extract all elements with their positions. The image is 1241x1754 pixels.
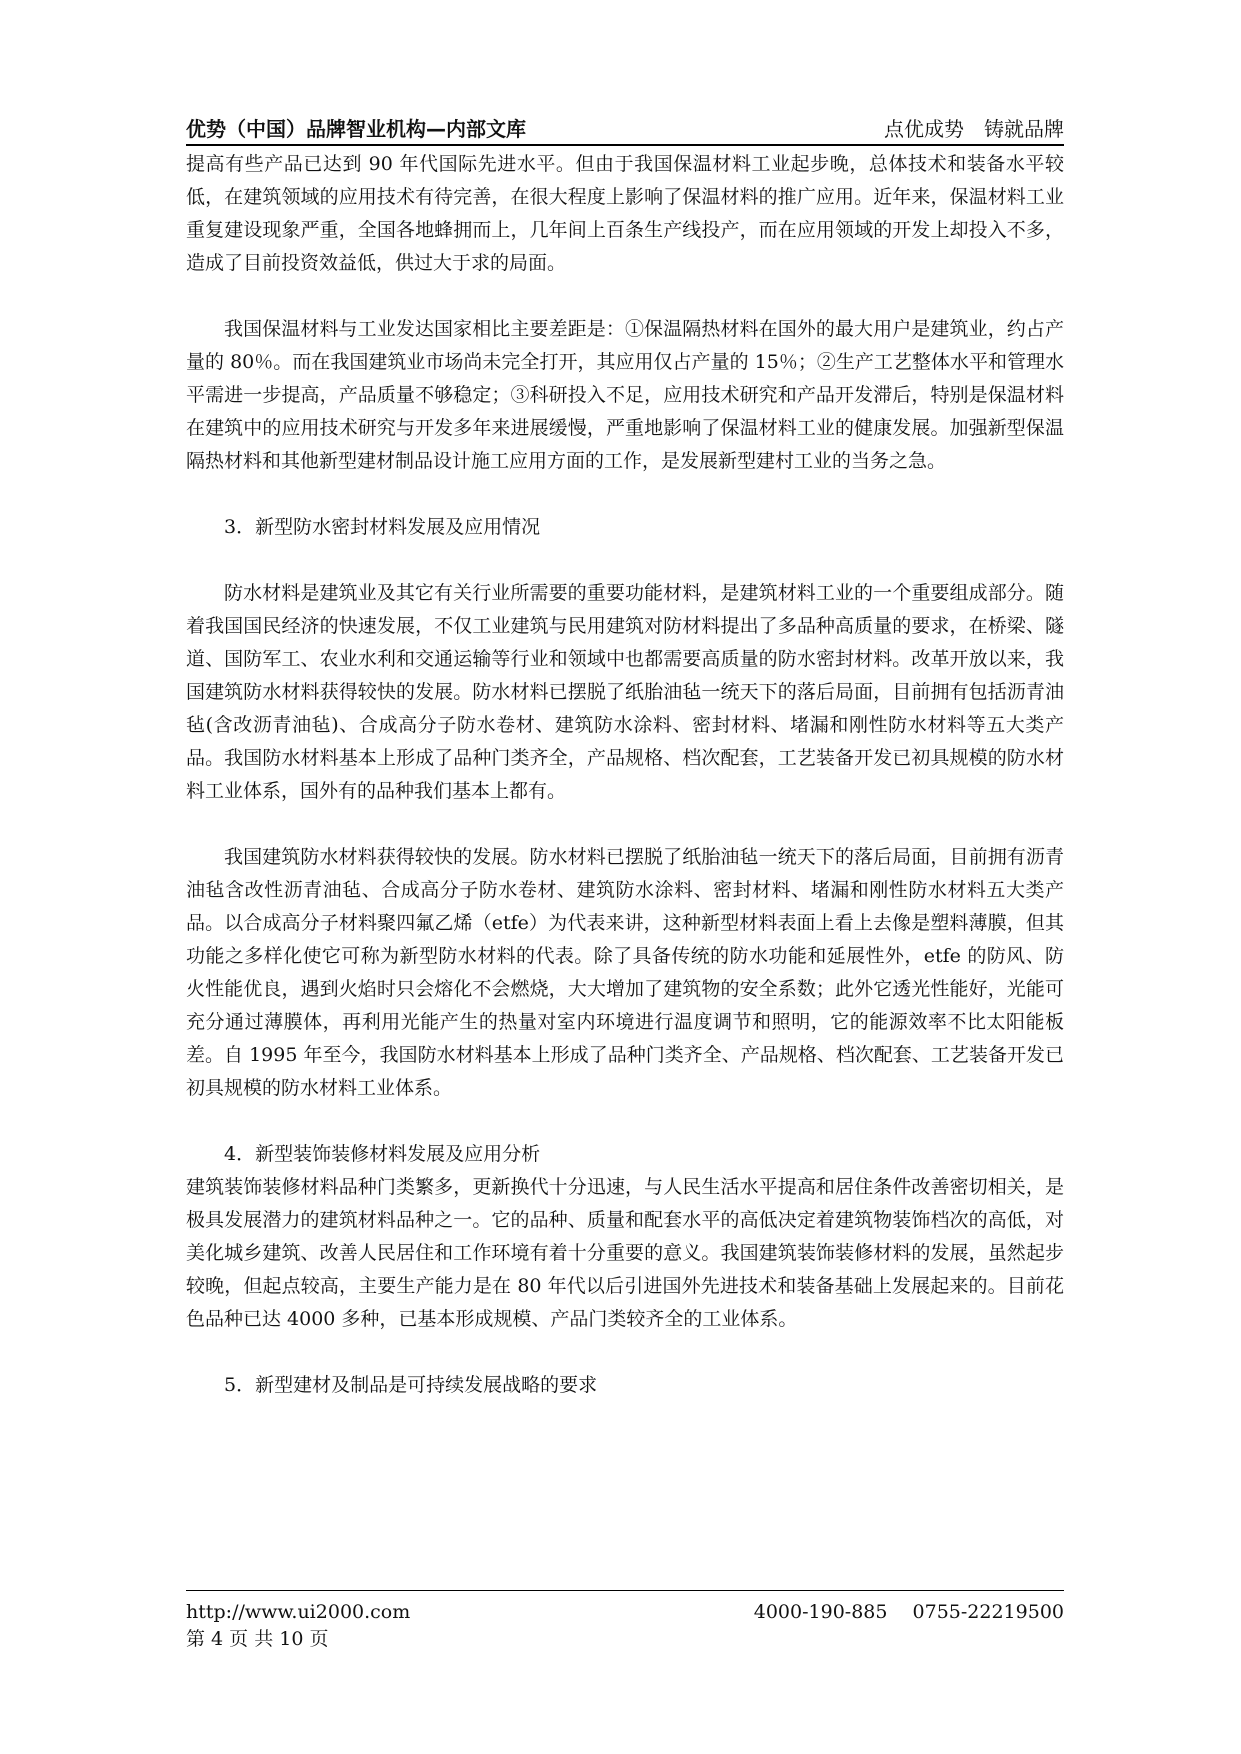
paragraph-gap xyxy=(186,544,1064,577)
paragraph-gap xyxy=(186,1336,1064,1369)
paragraph-gap xyxy=(186,808,1064,841)
paragraph-waterproof-overview: 防水材料是建筑业及其它有关行业所需要的重要功能材料，是建筑材料工业的一个重要组成部分。随着我国国民经济的快速发展，不仅工业建筑与民用建筑对防材料提出了多品种高质量的要求，在桥梁、隧道、国防军工、农业水利和交通运输等行业和领域中也都需要高质量的防水密封材料。改革开放以来，我国建筑防水材料获得较快的发展。防水材料已摆脱了纸胎油毡一统天下的落后局面，目前拥有包括沥青油毡(含改沥青油毡)、合成高分子防水卷材、建筑防水涂料、密封材料、堵漏和刚性防水材料等五大类产品。我国防水材料基本上形成了品种门类齐全，产品规格、档次配套，工艺装备开发已初具规模的防水材料工业体系，国外有的品种我们基本上都有。 xyxy=(186,582,1064,802)
paragraph-decoration-materials: 建筑装饰装修材料品种门类繁多，更新换代十分迅速，与人民生活水平提高和居住条件改善密切相关，是极具发展潜力的建筑材料品种之一。它的品种、质量和配套水平的高低决定着建筑物装饰档次的高低，对美化城乡建筑、改善人民居住和工作环境有着十分重要的意义。我国建筑装饰装修材料的发展，虽然起步较晚，但起点较高，主要生产能力是在 80 年代以后引进国外先进技术和装备基础上发展起来的。目前花色品种已达 4000 多种，已基本形成规模、产品门类较齐全的工业体系。 xyxy=(186,1176,1064,1330)
section-heading-4: 4．新型装饰装修材料发展及应用分析 xyxy=(224,1143,541,1165)
document-body xyxy=(186,148,1064,1402)
section-heading-3: 3．新型防水密封材料发展及应用情况 xyxy=(224,516,541,538)
page-footer xyxy=(186,1590,1064,1653)
page-header xyxy=(186,114,1064,146)
paragraph-insulation-gap: 我国保温材料与工业发达国家相比主要差距是：①保温隔热材料在国外的最大用户是建筑业，约占产量的 80％。而在我国建筑业市场尚未完全打开，其应用仅占产量的 15％；②生产工艺整体水平和管理水平需进一步提高，产品质量不够稳定；③科研投入不足，应用技术研究和产品开发滞后，特别是保温材料在建筑中的应用技术研究与开发多年来进展缓慢，严重地影响了保温材料工业的健康发展。加强新型保温隔热材料和其他新型建材制品设计施工应用方面的工作，是发展新型建村工业的当务之急。 xyxy=(186,318,1064,472)
paragraph-insulation-market: 提高有些产品已达到 90 年代国际先进水平。但由于我国保温材料工业起步晚，总体技术和装备水平较低，在建筑领域的应用技术有待完善，在很大程度上影响了保温材料的推广应用。近年来，保温材料工业重复建设现象严重，全国各地蜂拥而上，几年间上百条生产线投产，而在应用领域的开发上却投入不多，造成了目前投资效益低，供过大于求的局面。 xyxy=(186,153,1064,274)
footer-phone-numbers: 4000-190-885 0755-22219500 xyxy=(753,1601,1064,1623)
footer-contact-row xyxy=(186,1599,1064,1625)
footer-page-number: 第 4 页 共 10 页 xyxy=(186,1628,329,1650)
paragraph-gap xyxy=(186,478,1064,511)
header-title: 优势（中国）品牌智业机构—内部文库 xyxy=(186,117,526,141)
section-heading-5: 5．新型建材及制品是可持续发展战略的要求 xyxy=(224,1374,598,1396)
paragraph-gap xyxy=(186,1105,1064,1138)
paragraph-gap xyxy=(186,280,1064,313)
footer-website-link[interactable]: http://www.ui2000.com xyxy=(186,1601,411,1623)
header-slogan: 点优成势 铸就品牌 xyxy=(884,117,1064,141)
paragraph-waterproof-etfe: 我国建筑防水材料获得较快的发展。防水材料已摆脱了纸胎油毡一统天下的落后局面，目前拥有沥青油毡含改性沥青油毡、合成高分子防水卷材、建筑防水涂料、密封材料、堵漏和刚性防水材料五大类产品。以合成高分子材料聚四氟乙烯（etfe）为代表来讲，这种新型材料表面上看上去像是塑料薄膜，但其功能之多样化使它可称为新型防水材料的代表。除了具备传统的防水功能和延展性外，etfe 的防风、防火性能优良，遇到火焰时只会熔化不会燃烧，大大增加了建筑物的安全系数；此外它透光性能好，光能可充分通过薄膜体，再利用光能产生的热量对室内环境进行温度调节和照明，它的能源效率不比太阳能板差。自 1995 年至今，我国防水材料基本上形成了品种门类齐全、产品规格、档次配套、工艺装备开发已初具规模的防水材料工业体系。 xyxy=(186,846,1064,1099)
